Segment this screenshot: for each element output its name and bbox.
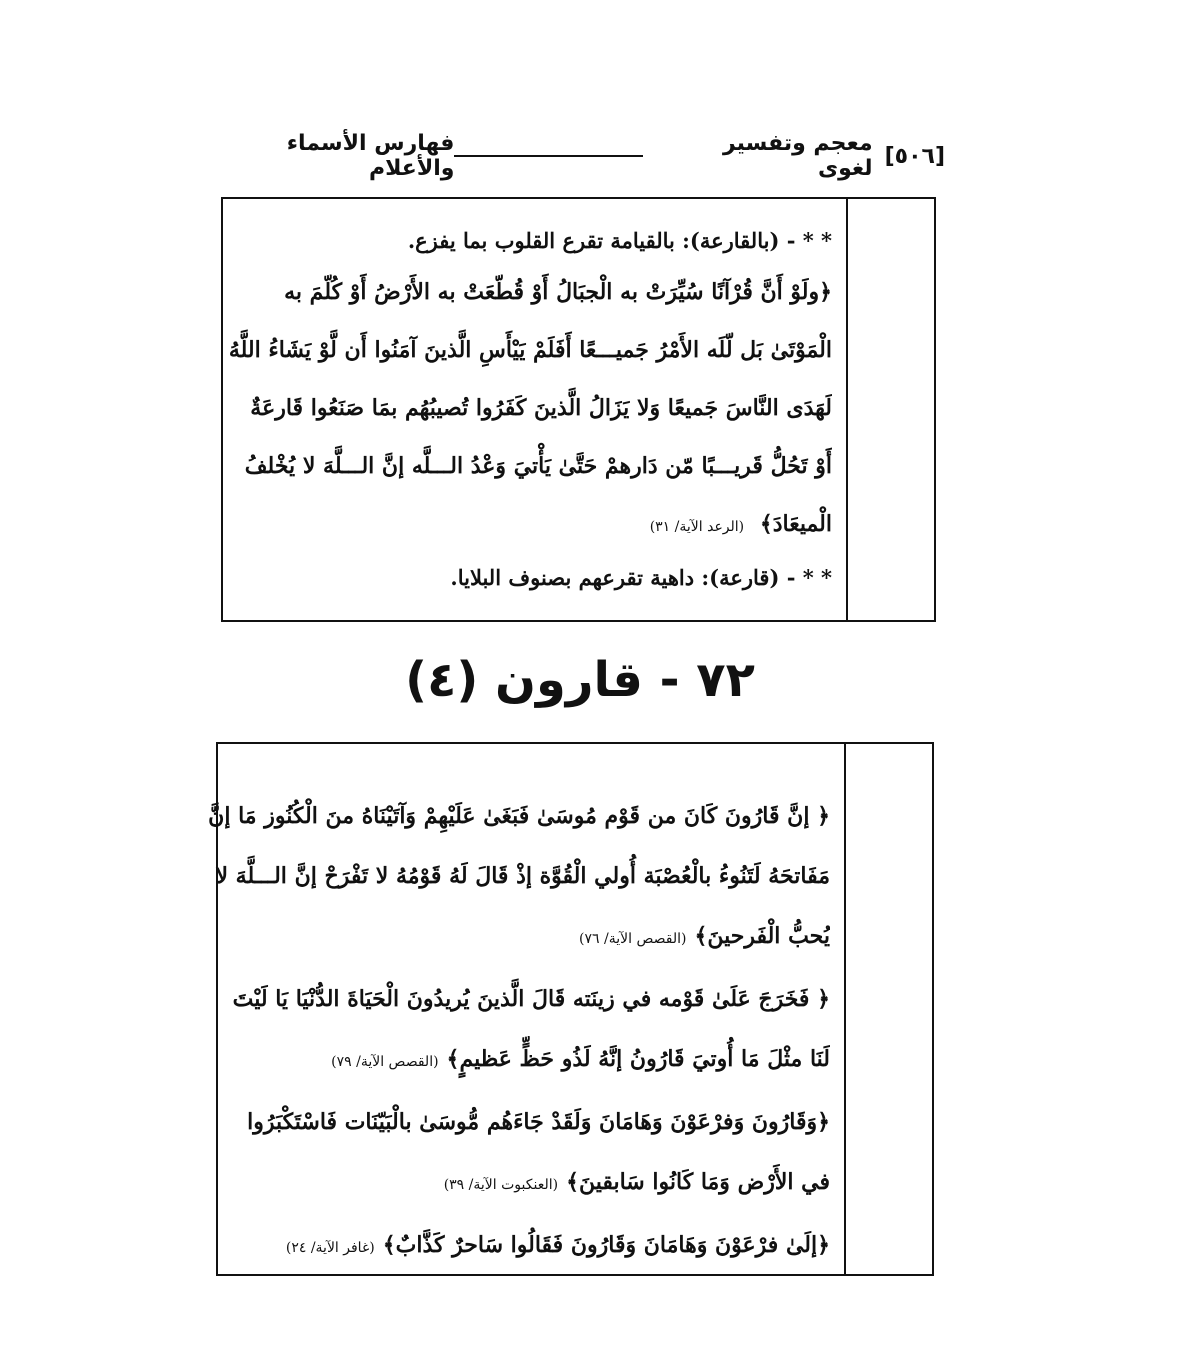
section-title: فهارس الأسماء والأعلام (286, 131, 455, 181)
verse-reference: (القصص الآية/ ٧٩) (331, 1054, 439, 1070)
verse-line (208, 1029, 830, 1092)
page-header (215, 131, 945, 181)
verse-line (208, 1152, 830, 1215)
book-title: معجم وتفسير لغوى (722, 131, 873, 181)
header-rule (454, 155, 642, 157)
box-body (192, 744, 844, 1274)
verse-text: في الأَرْض وَمَا كَانُوا سَابقينَ﴾ (566, 1169, 830, 1195)
verse-text: ﴿ فَخَرَجَ عَلَىٰ قَوْمه في زينَته قَالَ الَّذينَ يُريدُونَ الْحَيَاةَ الدُّنْيَا يَا لَيْتَ (232, 986, 830, 1012)
entry-box-bottom (208, 742, 934, 1276)
verse-text: لَنَا مثْلَ مَا أُوتيَ قَارُونُ إنَّهُ لَذُو حَظٍّ عَظيمٍ﴾ (446, 1046, 830, 1072)
box-side-column (846, 199, 934, 620)
verse-line: لَهَدَى النَّاسَ جَميعًا وَلا يَزَالُ الَّذينَ كَفَرُوا تُصيبُهُم بمَا صَنَعُوا قَارعَةٌ (250, 395, 832, 421)
verse-reference: (القصص الآية/ ٧٦) (579, 931, 687, 947)
box-body (213, 199, 846, 620)
verse-reference: (الرعد الآية/ ٣١) (649, 519, 745, 535)
verse-text: ﴿ إنَّ قَارُونَ كَانَ من قَوْم مُوسَىٰ فَبَغَىٰ عَلَيْهِمْ وَآتَيْنَاهُ منَ الْكُنُوز مَا إنَّ (208, 803, 830, 829)
verse-line (208, 1092, 830, 1152)
verse-line (208, 846, 830, 906)
verse-text: يُحبُّ الْفَرحينَ﴾ (694, 923, 830, 949)
verse-line: ﴿ولَوْ أَنَّ قُرْآنًا سُيِّرَتْ به الْجبَالُ أَوْ قُطّعَتْ به الأَرْضُ أَوْ كُلّمَ به (284, 279, 832, 305)
verse-text: الْميعَادَ﴾ (759, 511, 832, 537)
verse-line (208, 786, 830, 846)
definition-line: * * - (قارعة): داهية تقرعهم بصنوف البلايا. (450, 565, 832, 590)
verse-text: ﴿وَقَارُونَ وَفرْعَوْنَ وَهَامَانَ وَلَقَدْ جَاءَهُم مُّوسَىٰ بالْبَيّنَات فَاسْتَكْبَرُوا (247, 1109, 830, 1135)
verse-text: ﴿إلَىٰ فرْعَوْنَ وَهَامَانَ وَقَارُونَ فَقَالُوا سَاحرٌ كَذَّابٌ﴾ (382, 1232, 830, 1258)
page-number: [٥٠٦] (884, 143, 945, 169)
verse-line (229, 495, 832, 556)
verse-line: الْمَوْتَىٰ بَل لّلَه الأَمْرُ جَميـــعًا أَفَلَمْ يَيْأَسِ الَّذينَ آمَنُوا أَن لَّوْ يَشَاءُ اللَّهُ (228, 337, 832, 363)
verse-line (208, 1215, 830, 1278)
verse-line (208, 969, 830, 1029)
entry-heading: ٧٢ - قارون (٤) (405, 652, 755, 708)
verse-line (208, 906, 830, 969)
verse-text: مَفَاتحَهُ لَتَنُوءُ بالْعُصْبَة أُولي الْقُوَّة إذْ قَالَ لَهُ قَوْمُهُ لا تَفْرَحْ إنَّ الـــلَّهَ لا (215, 863, 830, 889)
verse-line: أَوْ تَحُلُّ قَريـــبًا مّن دَارهمْ حَتَّىٰ يَأْتيَ وَعْدُ الـــلَّه إنَّ الـــلَّهَ لا يُخْلفُ (244, 453, 832, 479)
verse-reference: (العنكبوت الآية/ ٣٩) (443, 1177, 559, 1193)
verse-reference: (غافر الآية/ ٢٤) (285, 1240, 375, 1256)
header-right (454, 131, 945, 181)
definition-line: * * - (بالقارعة): بالقيامة تقرع القلوب بما يفزع. (407, 228, 832, 253)
box-side-column (844, 744, 932, 1274)
entry-box-top (221, 197, 936, 622)
